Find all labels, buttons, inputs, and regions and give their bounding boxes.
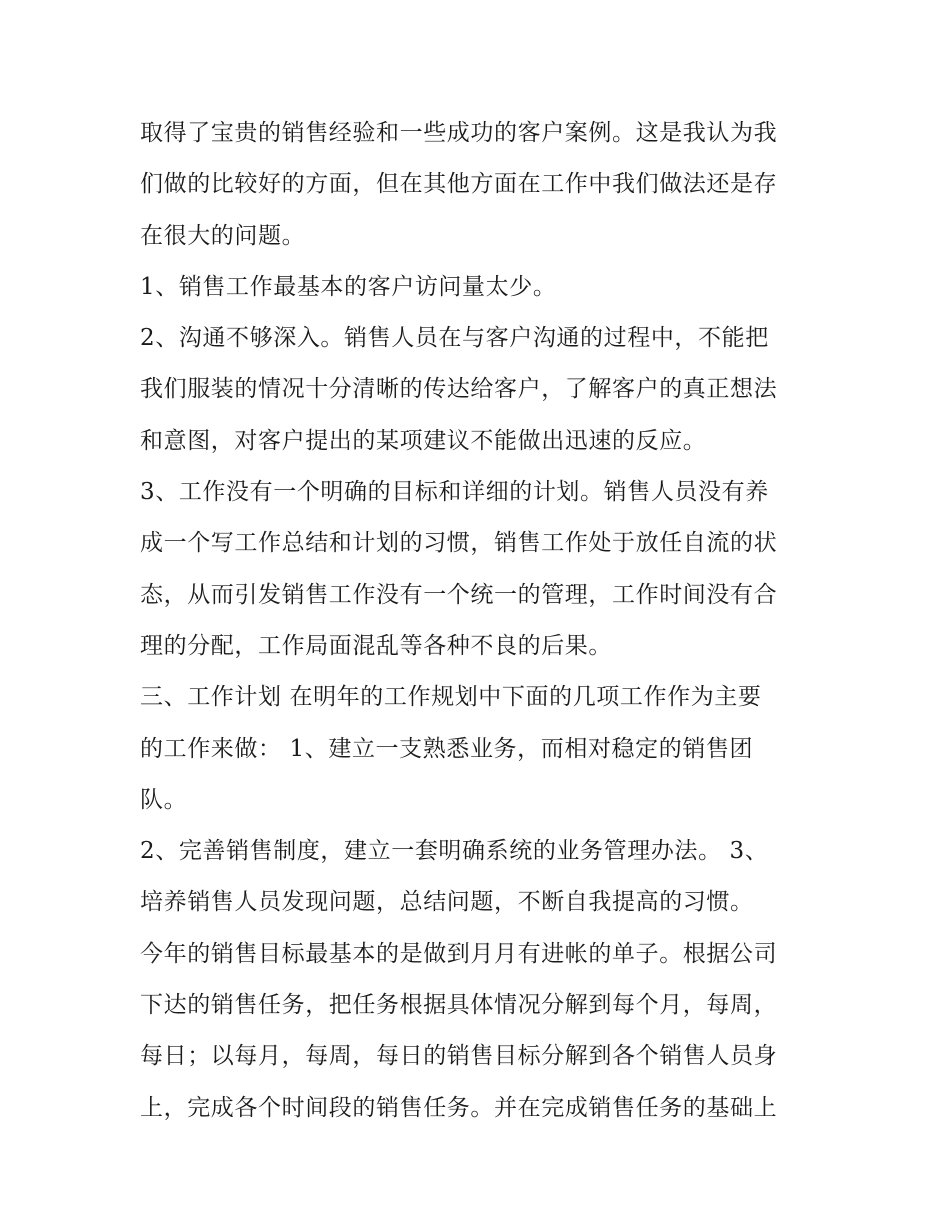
text-line: 2、完善销售制度，建立一套明确系统的业务管理办法。 3、 [140, 838, 769, 865]
text-line: 1、销售工作最基本的客户访问量太少。 [140, 273, 557, 300]
body-text [140, 108, 820, 1134]
text-line: 培养销售人员发现问题，总结问题，不断自我提高的习惯。 [140, 889, 754, 916]
text-line: 理的分配，工作局面混乱等各种不良的后果。 [140, 632, 612, 659]
text-line: 态，从而引发销售工作没有一个统一的管理，工作时间没有合 [140, 581, 778, 608]
text-line: 上，完成各个时间段的销售任务。并在完成销售任务的基础上 [140, 1094, 778, 1121]
text-line: 2、沟通不够深入。销售人员在与客户沟通的过程中，不能把 [140, 325, 769, 352]
text-line: 和意图，对客户提出的某项建议不能做出迅速的反应。 [140, 427, 707, 454]
text-line: 三、工作计划 在明年的工作规划中下面的几项工作作为主要 [140, 684, 762, 711]
text-line: 们做的比较好的方面，但在其他方面在工作中我们做法还是存 [140, 171, 778, 198]
text-line: 成一个写工作总结和计划的习惯，销售工作处于放任自流的状 [140, 530, 778, 557]
text-line: 取得了宝贵的销售经验和一些成功的客户案例。这是我认为我 [140, 120, 778, 146]
text-line: 的工作来做： 1、建立一支熟悉业务，而相对稳定的销售团 [140, 735, 754, 762]
text-line: 下达的销售任务，把任务根据具体情况分解到每个月，每周， [140, 992, 778, 1019]
text-line: 3、工作没有一个明确的目标和详细的计划。销售人员没有养 [140, 479, 769, 506]
text-line: 今年的销售目标最基本的是做到月月有进帐的单子。根据公司 [140, 940, 778, 967]
text-line: 我们服装的情况十分清晰的传达给客户，了解客户的真正想法 [140, 376, 778, 403]
text-line: 在很大的问题。 [140, 222, 306, 249]
text-line: 每日；以每月，每周，每日的销售目标分解到各个销售人员身 [140, 1043, 778, 1070]
text-line: 队。 [140, 786, 188, 813]
